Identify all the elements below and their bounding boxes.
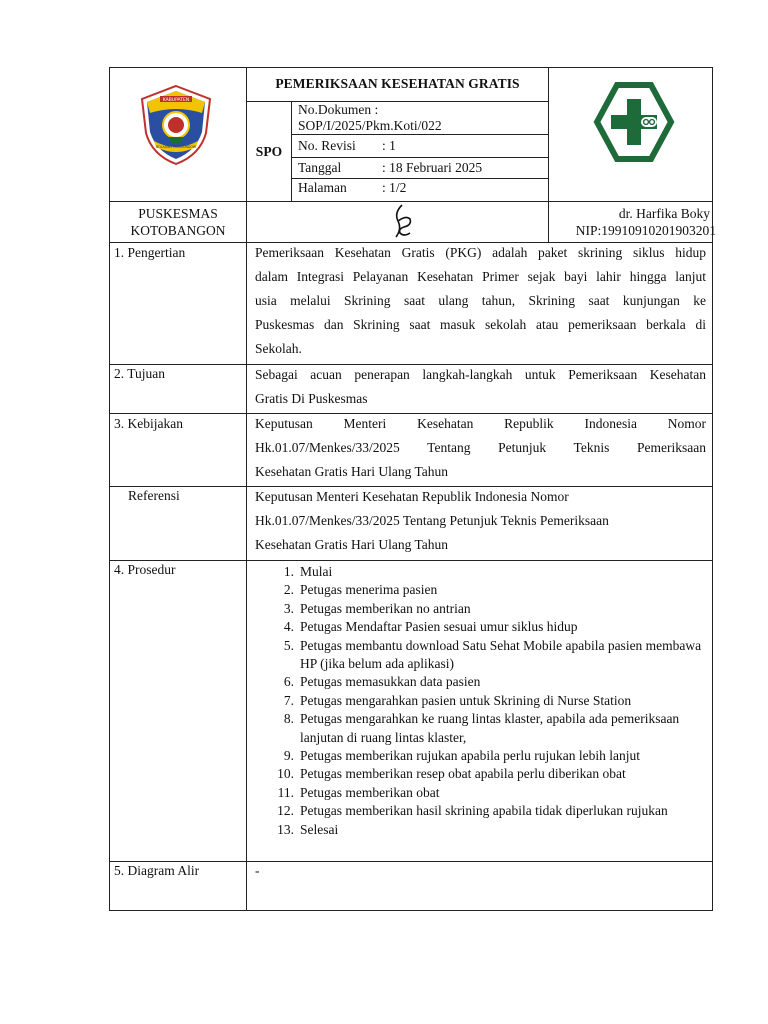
signature-mark: [388, 203, 418, 241]
step-number: 12.: [277, 803, 294, 819]
doc-number-label: No.Dokumen :: [298, 102, 379, 117]
signer-nip: NIP:19910910201903201: [575, 223, 716, 238]
step-number: 9.: [283, 748, 294, 764]
table-border-left: [109, 67, 110, 911]
prosedur-step: [272, 784, 712, 802]
prosedur-step: [272, 563, 712, 581]
prosedur-step: [272, 821, 712, 839]
section-label-pengertian: 1. Pengertian: [114, 245, 186, 260]
org-name-line2: KOTOBANGON: [130, 223, 226, 238]
table-border-referensi-bottom: [109, 560, 713, 561]
page-value: : 1/2: [382, 180, 407, 195]
revision-label: No. Revisi: [298, 138, 356, 153]
prosedur-step: [272, 765, 712, 783]
step-text: Petugas memberikan resep obat apabila perlu diberikan obat: [300, 766, 626, 782]
step-number: 5.: [283, 637, 294, 653]
header-title-divider: [247, 101, 549, 102]
step-number: 2.: [283, 582, 294, 598]
kebijakan-line-2: Hk.01.07/Menkes/33/2025 Tentang Petunjuk Teknis Pemeriksaan: [255, 440, 706, 455]
pengertian-line-3: usia melalui Skrining saat ulang tahun, Skrining saat kunjungan ke: [255, 293, 706, 308]
step-number: 4.: [283, 619, 294, 635]
table-border-bottom: [109, 910, 713, 911]
date-value: : 18 Februari 2025: [382, 160, 483, 175]
step-text: Petugas memberikan rujukan apabila perlu rujukan lebih lanjut: [300, 748, 641, 764]
section-label-tujuan: 2. Tujuan: [114, 366, 166, 381]
pengertian-line-1: Pemeriksaan Kesehatan Gratis (PKG) adalah paket skrining siklus hidup: [255, 245, 706, 260]
section-label-referensi: Referensi: [128, 488, 180, 503]
regency-emblem-logo: [140, 83, 212, 167]
step-text: Petugas memasukkan data pasien: [300, 674, 481, 690]
diagram-alir-value: -: [255, 863, 260, 878]
table-border-kebijakan-bottom: [109, 486, 713, 487]
header-spo-divider: [291, 101, 292, 201]
step-number: 8.: [283, 711, 294, 727]
step-text: Petugas menerima pasien: [300, 582, 438, 598]
date-label: Tanggal: [298, 160, 342, 175]
prosedur-step: [272, 802, 712, 820]
prosedur-step: [272, 637, 712, 674]
step-text: Petugas mengarahkan ke ruang lintas klaster, apabila ada pemeriksaan lanjutan di ruang lintas klaster,: [300, 711, 680, 745]
table-border-right: [712, 67, 713, 911]
prosedur-step: [272, 581, 712, 599]
kebijakan-line-3: Kesehatan Gratis Hari Ulang Tahun: [255, 464, 448, 479]
prosedur-step: [272, 747, 712, 765]
step-text: Petugas memberikan hasil skrining apabila tidak diperlukan rujukan: [300, 803, 668, 819]
table-border-top: [109, 67, 713, 68]
step-text: Selesai: [300, 821, 339, 837]
step-number: 7.: [283, 692, 294, 708]
prosedur-step: [272, 618, 712, 636]
step-number: 10.: [277, 766, 294, 782]
org-name-line1: PUSKESMAS: [138, 206, 218, 221]
table-column-divider: [246, 67, 247, 911]
puskesmas-logo: [593, 81, 675, 163]
section-label-prosedur: 4. Prosedur: [114, 562, 176, 577]
table-border-prosedur-bottom: [109, 861, 713, 862]
step-text: Petugas mengarahkan pasien untuk Skrining di Nurse Station: [300, 692, 632, 708]
document-title: PEMERIKSAAN KESEHATAN GRATIS: [275, 76, 520, 91]
doc-number-value: SOP/I/2025/Pkm.Koti/022: [298, 118, 442, 133]
step-number: 1.: [283, 564, 294, 579]
pengertian-line-2: dalam Integrasi Pelayanan Kesehatan Primer sejak bayi lahir hingga lanjut: [255, 269, 706, 284]
prosedur-step: [272, 673, 712, 691]
prosedur-step-list: [272, 563, 712, 839]
referensi-line-1: Keputusan Menteri Kesehatan Republik Indonesia Nomor: [255, 489, 569, 504]
tujuan-line-1: Sebagai acuan penerapan langkah-langkah untuk Pemeriksaan Kesehatan: [255, 367, 706, 382]
step-text: Petugas memberikan no antrian: [300, 600, 471, 616]
section-label-diagram-alir: 5. Diagram Alir: [114, 863, 200, 878]
step-number: 13.: [277, 821, 294, 837]
pengertian-line-5: Sekolah.: [255, 341, 302, 356]
header-revisi-divider: [292, 157, 549, 158]
step-text: Mulai: [300, 564, 333, 579]
step-number: 3.: [283, 600, 294, 616]
emblem-ribbon-top-text: KABUPATEN: [162, 98, 190, 103]
referensi-line-3: Kesehatan Gratis Hari Ulang Tahun: [255, 537, 448, 552]
table-border-header-bottom: [109, 201, 713, 202]
prosedur-step: [272, 692, 712, 710]
emblem-ribbon-bottom-text: BOLAANG MONGONDOW: [156, 145, 196, 149]
tujuan-line-2: Gratis Di Puskesmas: [255, 391, 368, 406]
pengertian-line-4: Puskesmas dan Skrining saat masuk sekolah atau pemeriksaan berkala di: [255, 317, 706, 332]
step-text: Petugas membantu download Satu Sehat Mobile apabila pasien membawa HP (jika belum ada aplikasi): [300, 637, 702, 672]
step-text: Petugas memberikan obat: [300, 784, 440, 800]
step-number: 6.: [283, 674, 294, 690]
spo-label: SPO: [255, 144, 283, 159]
kebijakan-line-1: Keputusan Menteri Kesehatan Republik Indonesia Nomor: [255, 416, 706, 431]
step-text: Petugas Mendaftar Pasien sesuai umur siklus hidup: [300, 619, 578, 635]
section-label-kebijakan: 3. Kebijakan: [114, 416, 183, 431]
page-label: Halaman: [298, 180, 347, 195]
signer-name: dr. Harfika Boky: [618, 206, 710, 221]
referensi-line-2: Hk.01.07/Menkes/33/2025 Tentang Petunjuk Teknis Pemeriksaan: [255, 513, 609, 528]
step-number: 11.: [277, 784, 294, 800]
prosedur-step: [272, 600, 712, 618]
prosedur-step: [272, 710, 712, 747]
revision-value: : 1: [382, 138, 396, 153]
